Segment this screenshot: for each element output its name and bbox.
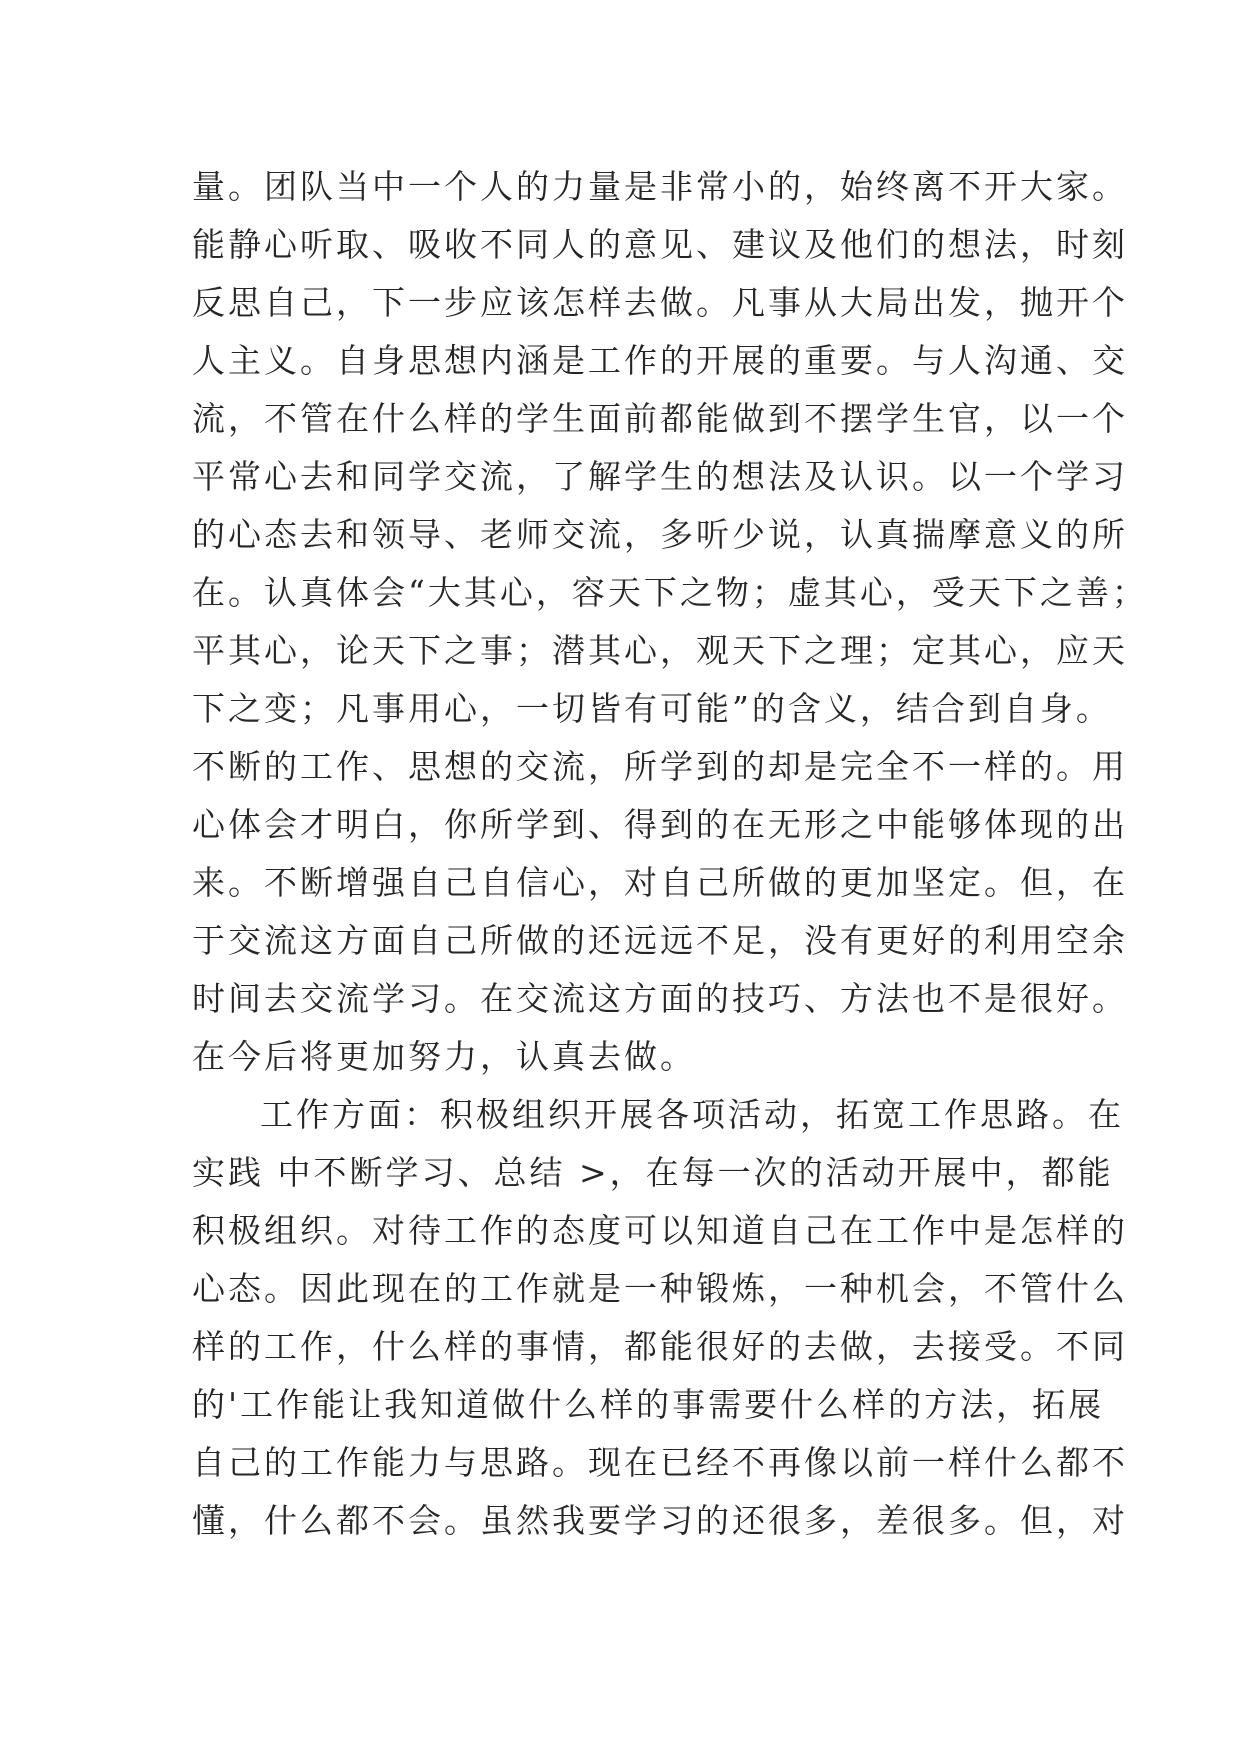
- paragraph-1: [192, 158, 1148, 1086]
- document-body: [192, 158, 1148, 1550]
- text-line: 不断的工作、思想的交流，所学到的却是完全不一样的。用: [192, 747, 1128, 786]
- paragraph-2: [192, 1086, 1128, 1550]
- text-line: 下之变；凡事用心，一切皆有可能”的含义，结合到自身。: [192, 689, 1112, 728]
- text-line: 来。不断增强自己自信心，对自己所做的更加坚定。但，在: [192, 863, 1128, 902]
- text-line: 的心态去和领导、老师交流，多听少说，认真揣摩意义的所: [192, 515, 1128, 554]
- text-line: 的'工作能让我知道做什么样的事需要什么样的方法，拓展: [192, 1385, 1105, 1424]
- text-line: 懂，什么都不会。虽然我要学习的还很多，差很多。但，对: [192, 1501, 1128, 1540]
- text-line: 于交流这方面自己所做的还远远不足，没有更好的利用空余: [192, 921, 1128, 960]
- text-line: 心态。因此现在的工作就是一种锻炼，一种机会，不管什么: [192, 1269, 1128, 1308]
- text-line: 能静心听取、吸收不同人的意见、建议及他们的想法，时刻: [192, 225, 1128, 264]
- text-line: 流，不管在什么样的学生面前都能做到不摆学生官，以一个: [192, 399, 1128, 438]
- text-line: 自己的工作能力与思路。现在已经不再像以前一样什么都不: [192, 1443, 1128, 1482]
- text-line: 在今后将更加努力，认真去做。: [192, 1037, 696, 1076]
- text-line: 平常心去和同学交流，了解学生的想法及认识。以一个学习: [192, 457, 1128, 496]
- text-line: 在。认真体会“大其心，容天下之物；虚其心，受天下之善；: [192, 573, 1148, 612]
- text-line: 时间去交流学习。在交流这方面的技巧、方法也不是很好。: [192, 979, 1128, 1018]
- text-line: 量。团队当中一个人的力量是非常小的，始终离不开大家。: [192, 167, 1128, 206]
- text-line: 人主义。自身思想内涵是工作的开展的重要。与人沟通、交: [192, 341, 1128, 380]
- text-line: 积极组织。对待工作的态度可以知道自己在工作中是怎样的: [192, 1211, 1128, 1250]
- text-line: 工作方面：积极组织开展各项活动，拓宽工作思路。在: [260, 1095, 1124, 1134]
- text-line: 反思自己，下一步应该怎样去做。凡事从大局出发，抛开个: [192, 283, 1128, 322]
- text-line: 实践 中不断学习、总结 >，在每一次的活动开展中，都能: [192, 1153, 1114, 1192]
- text-line: 心体会才明白，你所学到、得到的在无形之中能够体现的出: [192, 805, 1128, 844]
- text-line: 平其心，论天下之事；潜其心，观天下之理；定其心，应天: [192, 631, 1128, 670]
- text-line: 样的工作，什么样的事情，都能很好的去做，去接受。不同: [192, 1327, 1128, 1366]
